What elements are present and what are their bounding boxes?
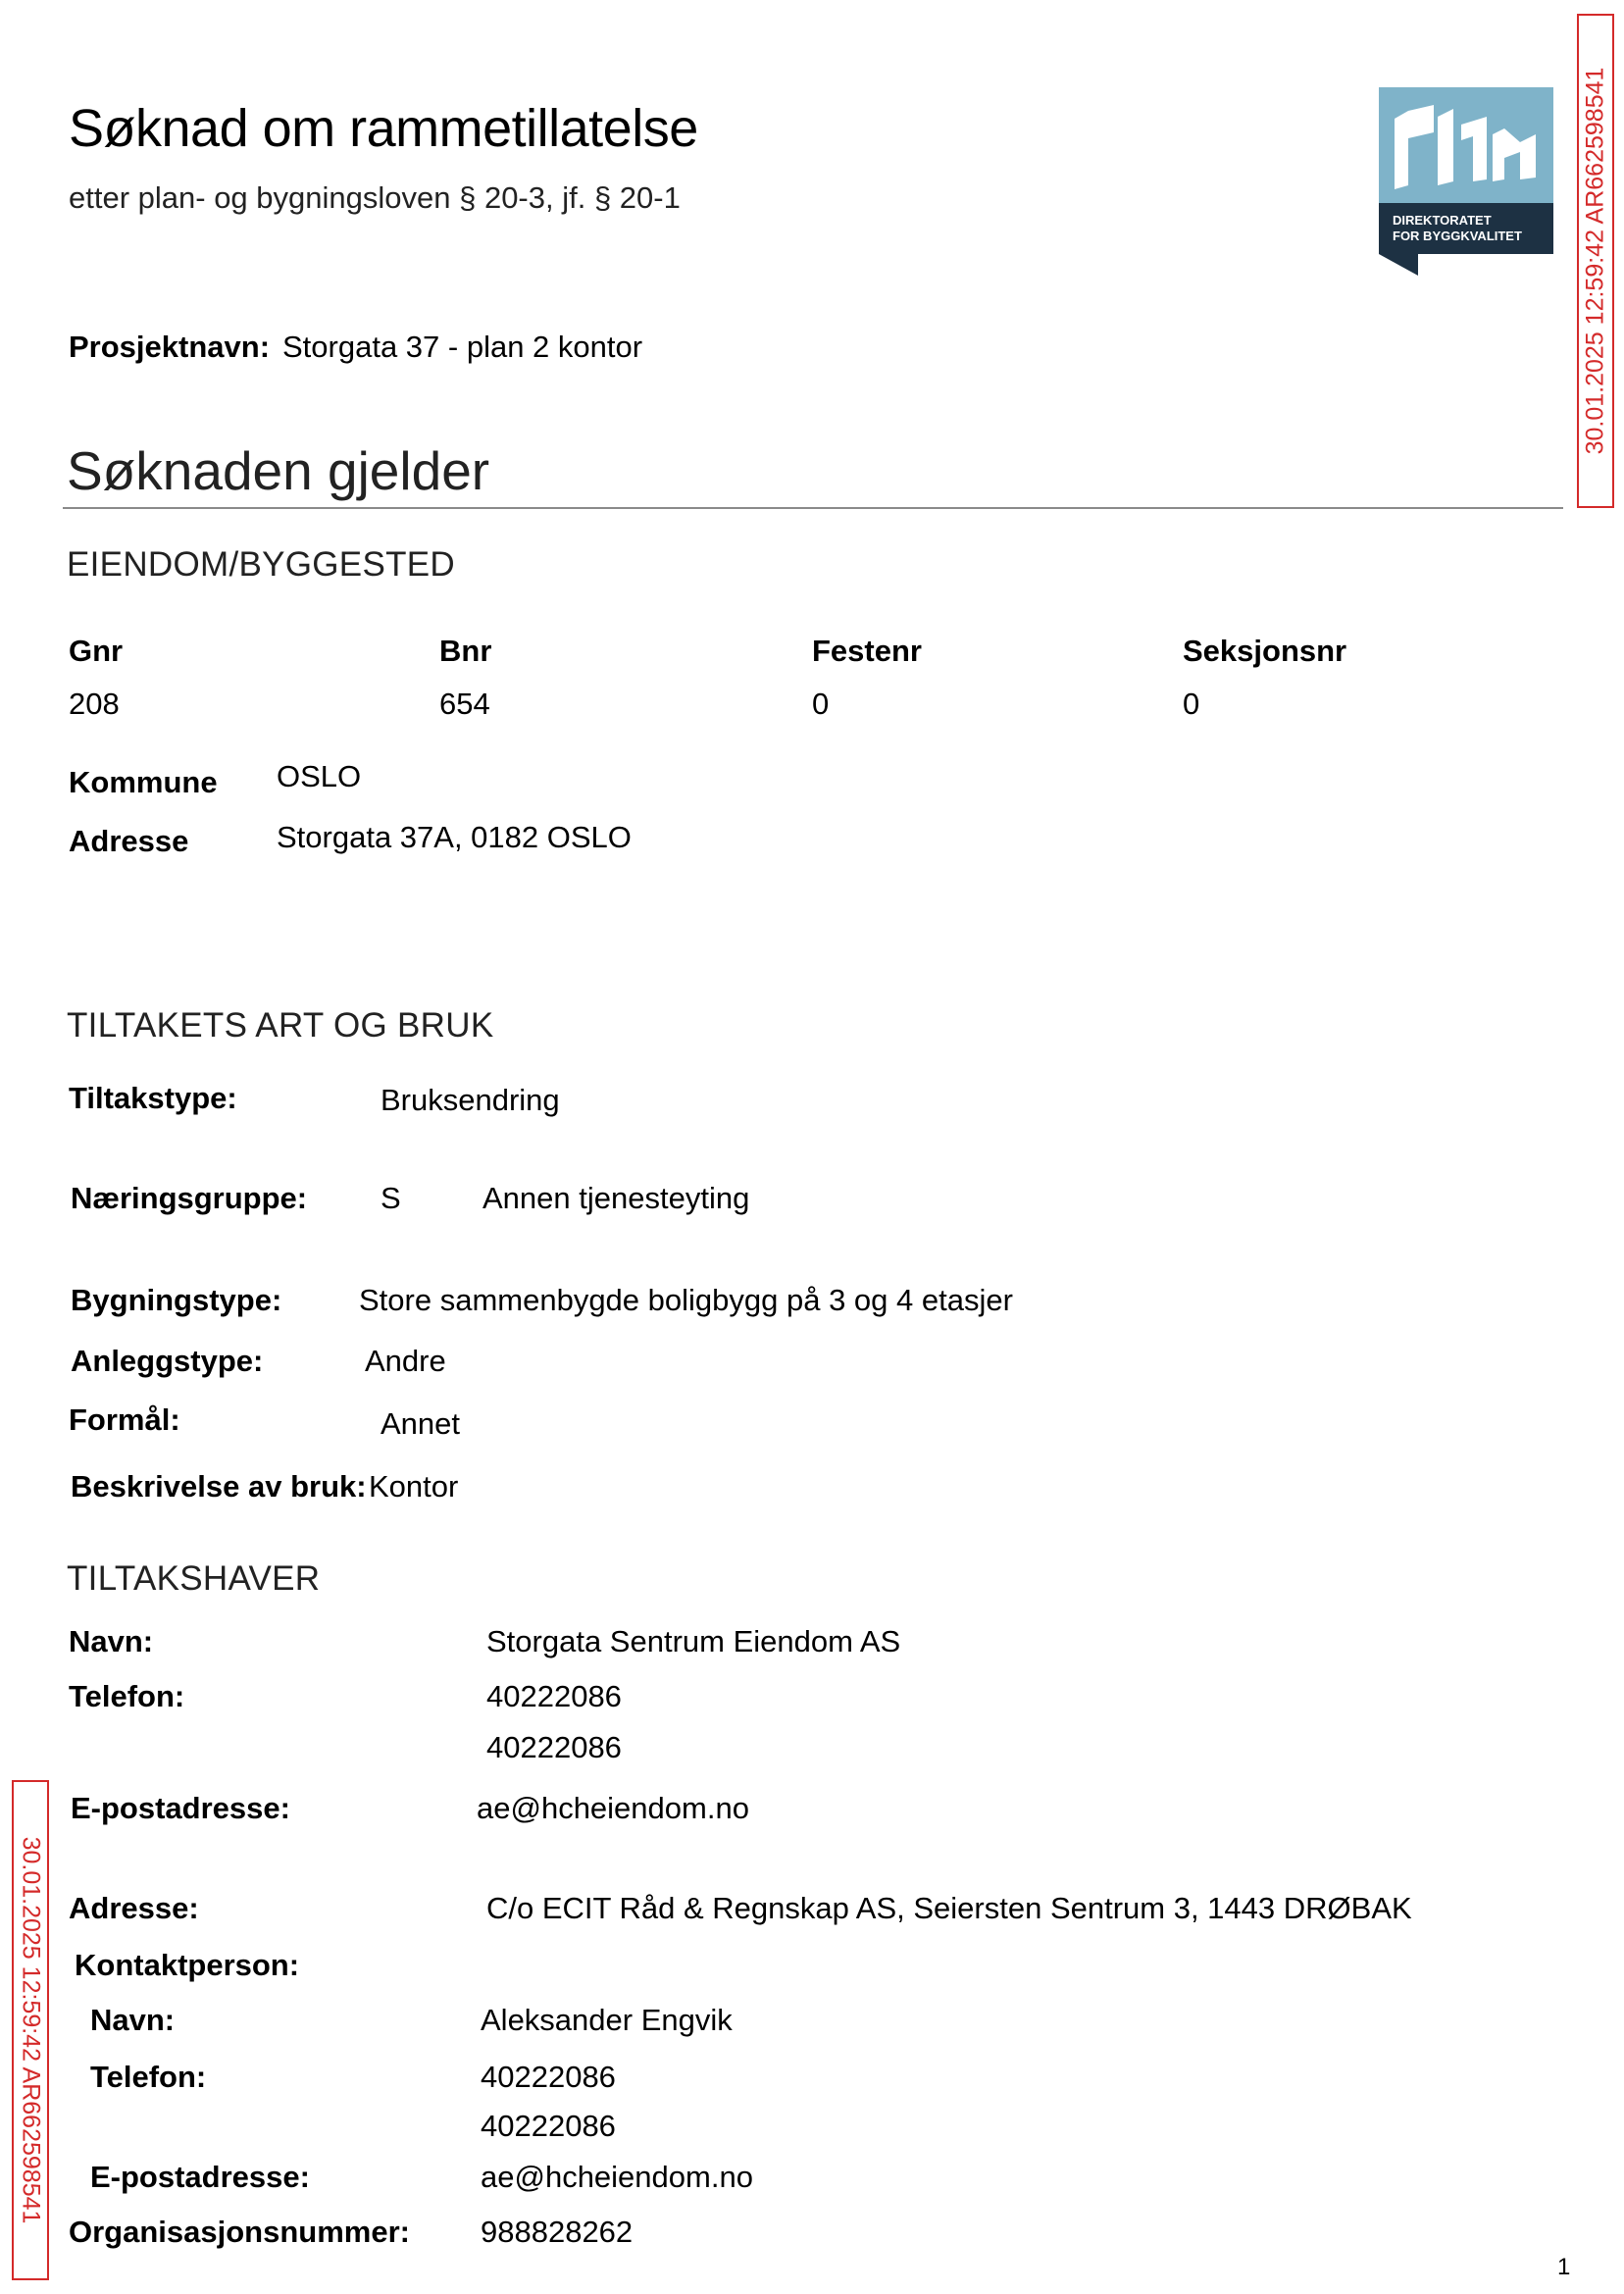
festenr-value: 0 <box>812 687 830 721</box>
tiltakshaver-epost-label: E-postadresse: <box>71 1791 290 1825</box>
beskrivelse-value: Kontor <box>369 1469 459 1504</box>
orgnr-label: Organisasjonsnummer: <box>69 2215 410 2249</box>
kontakt-navn-value: Aleksander Engvik <box>481 2003 733 2037</box>
kontaktperson-label: Kontaktperson: <box>75 1948 300 1982</box>
tiltak-heading: TILTAKETS ART OG BRUK <box>67 1006 494 1045</box>
adresse-label: Adresse <box>69 824 189 858</box>
kontakt-epost-value: ae@hcheiendom.no <box>481 2160 753 2194</box>
dibk-logo <box>1379 87 1553 276</box>
bnr-value: 654 <box>439 687 490 721</box>
tiltakshaver-telefon-value1: 40222086 <box>486 1679 622 1713</box>
received-stamp-right <box>1577 14 1614 508</box>
kontakt-telefon-value1: 40222086 <box>481 2060 616 2094</box>
bygningstype-label: Bygningstype: <box>71 1283 282 1317</box>
anleggstype-value: Andre <box>365 1344 446 1378</box>
beskrivelse-label: Beskrivelse av bruk: <box>71 1469 367 1504</box>
kontakt-epost-label: E-postadresse: <box>90 2160 310 2194</box>
tiltakshaver-navn-value: Storgata Sentrum Eiendom AS <box>486 1624 901 1658</box>
section-divider <box>63 507 1563 509</box>
eiendom-heading: EIENDOM/BYGGESTED <box>67 545 455 584</box>
tiltakshaver-heading: TILTAKSHAVER <box>67 1559 321 1598</box>
logo-text-line1: DIREKTORATET <box>1393 213 1492 228</box>
kontakt-telefon-label: Telefon: <box>90 2060 207 2094</box>
kontakt-navn-label: Navn: <box>90 2003 176 2037</box>
document-title: Søknad om rammetillatelse <box>69 99 698 158</box>
naeringsgruppe-value: Annen tjenesteyting <box>482 1181 750 1215</box>
logo-text-line2: FOR BYGGKVALITET <box>1393 229 1522 243</box>
orgnr-value: 988828262 <box>481 2215 634 2249</box>
seksjonsnr-value: 0 <box>1183 687 1200 721</box>
naeringsgruppe-code: S <box>381 1181 401 1215</box>
page-number: 1 <box>1557 2254 1571 2280</box>
tiltakshaver-telefon-value2: 40222086 <box>486 1730 622 1764</box>
gnr-label: Gnr <box>69 634 124 668</box>
bygningstype-value: Store sammenbygde boligbygg på 3 og 4 etasjer <box>359 1283 1013 1317</box>
stamp-text-right: 30.01.2025 12:59:42 AR662598541 <box>1581 67 1609 455</box>
gnr-value: 208 <box>69 687 120 721</box>
tiltakshaver-telefon-label: Telefon: <box>69 1679 185 1713</box>
received-stamp-left <box>12 1780 49 2280</box>
project-name-value: Storgata 37 - plan 2 kontor <box>282 330 643 364</box>
adresse-value: Storgata 37A, 0182 OSLO <box>277 820 632 854</box>
tiltakshaver-epost-value: ae@hcheiendom.no <box>477 1791 749 1825</box>
tiltakstype-label: Tiltakstype: <box>69 1081 237 1115</box>
seksjonsnr-label: Seksjonsnr <box>1183 634 1347 668</box>
tiltakshaver-adresse-label: Adresse: <box>69 1891 199 1925</box>
document-subtitle: etter plan- og bygningsloven § 20-3, jf. § 20-1 <box>69 180 681 215</box>
tiltakstype-value: Bruksendring <box>381 1083 560 1117</box>
formaal-label: Formål: <box>69 1402 180 1437</box>
stamp-text-left: 30.01.2025 12:59:42 AR662598541 <box>17 1836 45 2224</box>
formaal-value: Annet <box>381 1406 461 1441</box>
tiltakshaver-navn-label: Navn: <box>69 1624 154 1658</box>
bnr-label: Bnr <box>439 634 492 668</box>
naeringsgruppe-label: Næringsgruppe: <box>71 1181 308 1215</box>
kommune-label: Kommune <box>69 765 218 799</box>
project-name-label: Prosjektnavn: <box>69 330 271 364</box>
tiltakshaver-adresse-value: C/o ECIT Råd & Regnskap AS, Seiersten Sentrum 3, 1443 DRØBAK <box>486 1891 1412 1925</box>
anleggstype-label: Anleggstype: <box>71 1344 264 1378</box>
section-title: Søknaden gjelder <box>67 440 490 501</box>
kontakt-telefon-value2: 40222086 <box>481 2109 616 2143</box>
festenr-label: Festenr <box>812 634 922 668</box>
kommune-value: OSLO <box>277 759 362 793</box>
